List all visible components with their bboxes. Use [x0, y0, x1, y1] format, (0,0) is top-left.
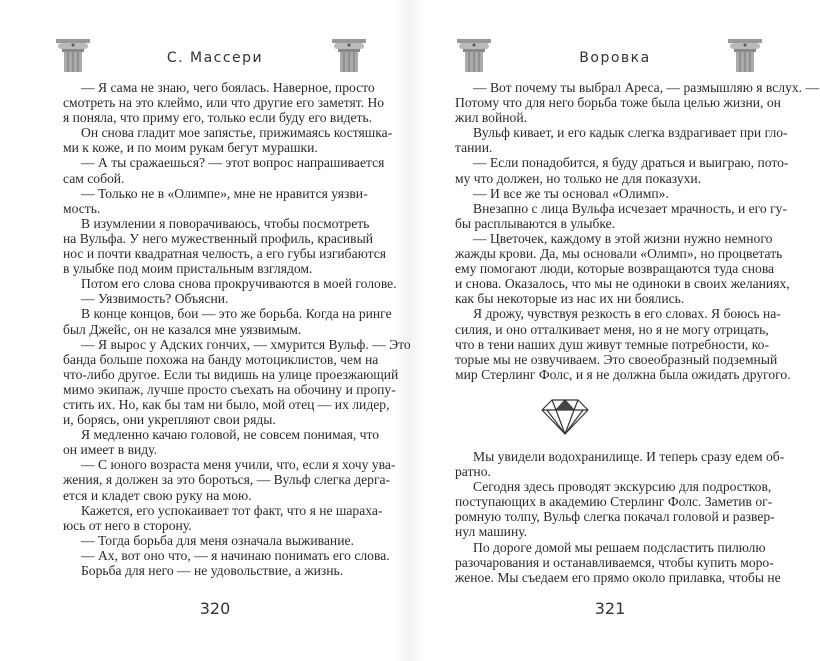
text-line: — Уязвимость? Объясни. [81, 291, 229, 307]
text-line: — Я вырос у Адских гончих, — хмурится Вульф. — Это [81, 336, 411, 352]
column-icon [54, 36, 92, 74]
text-line: жажды крови. Да, мы основали «Олимп», но процветать [455, 246, 783, 262]
text-line: — Ах, вот оно что, — я начинаю понимать его слова. [81, 547, 390, 563]
text-line: мимо экипаж, лучше просто съехать на обочину и пропу- [63, 381, 396, 397]
text-line: Борьба для него — не удовольствие, а жизнь. [81, 563, 344, 578]
text-line: ромную толпу, Вульф слегка покачал головой и развер- [455, 509, 775, 525]
diamond-ornament-icon [540, 394, 590, 438]
running-header-title: Воровка [579, 50, 651, 66]
text-line: юсь от него в сторону. [63, 517, 192, 533]
text-line: Потом его слова снова прокручиваются в моей голове. [81, 276, 397, 292]
text-line: Потому что для него борьба тоже была целью жизни, он [455, 95, 781, 111]
text-line: — С юного возраста меня учили, что, если я хочу ува- [81, 457, 396, 473]
text-line: В конце концов, бои — это же борьба. Когда на ринге [81, 306, 392, 322]
column-icon [455, 36, 493, 74]
text-line: Мы увидели водохранилище. И теперь сразу едем об- [473, 449, 785, 464]
page-number: 321 [594, 599, 626, 618]
text-line: бы расплываются в улыбке. [455, 215, 616, 231]
text-line: банда больше похожа на банду мотоциклистов, чем на [63, 351, 379, 367]
text-line: ратно. [455, 464, 491, 480]
text-line: торые мы не озвучиваем. Это своеобразный подземный [455, 351, 778, 367]
text-line: Вульф кивает, и его кадык слегка вздрагивает при гло- [473, 125, 788, 141]
text-line: — А ты сражаешься? — этот вопрос напрашивается [81, 155, 385, 171]
text-line: и снова. Оказалось, что мы не одиноки в своих желаниях, [455, 276, 790, 292]
text-line: му что должен, но только не для показухи. [455, 170, 702, 186]
text-line: силия, и оно отталкивает меня, но я не могу отрицать, [455, 321, 769, 337]
text-line: ется и кладет свою руку на мою. [63, 487, 252, 503]
right-page [410, 0, 820, 661]
text-line: был Джейс, он не казался мне уязвимым. [63, 321, 302, 337]
text-line: в улыбке под моим пристальным взглядом. [63, 261, 313, 277]
text-line: тании. [455, 140, 493, 156]
text-line: я поняла, что приму его, только если буду его видеть. [63, 110, 373, 126]
text-line: и, борясь, они укрепляют свои ряды. [63, 412, 276, 428]
text-line: Сегодня здесь проводят экскурсию для подростков, [473, 479, 772, 495]
text-line: мость. [63, 200, 101, 216]
text-line: — Только не в «Олимпе», мне не нравится уязви- [81, 185, 368, 201]
text-line: Кажется, его успокаивает тот факт, что я не шараха- [81, 502, 383, 518]
text-line: — Если понадобится, я буду драться и выиграю, пото- [473, 155, 789, 171]
column-icon [726, 36, 764, 74]
text-line: Он снова гладит мое запястье, прижимаясь костяшка- [81, 125, 393, 141]
text-line: Я дрожу, чувствуя резкость в его словах. Я боюсь на- [473, 306, 781, 322]
text-line: женое. Мы съедаем его прямо около прилавка, чтобы не [455, 569, 781, 585]
text-line: Внезапно с лица Вульфа исчезает мрачность, и его гу- [473, 200, 788, 216]
page-number: 320 [199, 599, 231, 618]
text-line: стить их. Но, как бы там ни было, мой отец — их лидер, [63, 396, 390, 412]
text-line: поступающих в академию Стерлинг Фолс. Заметив ог- [455, 494, 773, 510]
text-line: что в тени наших душ живут темные потребности, ко- [455, 336, 769, 352]
text-line: он имеет в виду. [63, 442, 158, 458]
text-line: — Тогда борьба для меня означала выживание. [81, 532, 354, 548]
text-line: мир Стерлинг Фолс, и я не должна была ожидать другого. [455, 366, 791, 382]
running-header-author: С. Массери [166, 50, 264, 66]
text-line: разочарования и останавливаемся, чтобы купить моро- [455, 554, 774, 570]
text-line: — И все же ты основал «Олимп». [473, 185, 669, 201]
page-body-text [455, 80, 820, 382]
text-line: что-либо другое. Если ты видишь на улице проезжающий [63, 366, 399, 382]
text-line: как бы некоторые из нас их ни боялись. [455, 291, 685, 307]
text-line: ему помогают люди, которые возвращаются туда снова [455, 261, 775, 277]
text-line: Я медленно качаю головой, не совсем понимая, что [81, 427, 380, 443]
text-line: сам собой. [63, 170, 125, 186]
text-line: ми к коже, и по моим рукам бегут мурашки. [63, 140, 318, 156]
text-line: на Вульфа. У него мужественный профиль, красивый [63, 230, 373, 246]
text-line: По дороге домой мы решаем подсластить пилюлю [473, 539, 766, 555]
text-line: — Я сама не знаю, чего боялась. Наверное, просто [81, 80, 375, 95]
page-body-text [63, 80, 411, 578]
column-icon [330, 36, 368, 74]
text-line: нос и почти квадратная челюсть, а его губы изгибаются [63, 246, 386, 262]
text-line: нул машину. [455, 524, 528, 540]
text-line: смотреть на это клеймо, или что другие его заметят. Но [63, 95, 385, 111]
text-line: В изумлении я поворачиваюсь, чтобы посмотреть [81, 215, 370, 231]
text-line: жения, я должен за это бороться, — Вульф слегка дерга- [63, 472, 391, 488]
text-line: — Вот почему ты выбрал Ареса, — размышляю я вслух. — [473, 80, 820, 95]
text-line: — Цветочек, каждому в этой жизни нужно немного [473, 230, 773, 246]
page-body-text [455, 449, 785, 585]
text-line: жил войной. [455, 110, 527, 126]
